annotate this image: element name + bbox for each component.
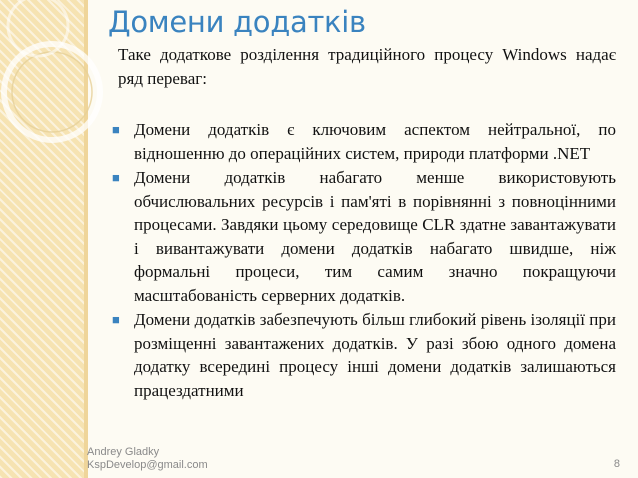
bullet-item (112, 118, 616, 165)
intro-paragraph: Таке додаткове розділення традиційного процесу Windows надає ряд переваг: (118, 45, 616, 88)
footer-author: Andrey Gladky (87, 446, 160, 458)
footer-email: KspDevelop@gmail.com (87, 459, 208, 471)
decorative-circles-icon (0, 0, 110, 170)
bullet-text: Домени додатків є ключовим аспектом нейтральної, по відношенню до операційних систем, природи платформи .NET (134, 120, 616, 163)
bullet-item (112, 166, 616, 307)
bullet-item (112, 308, 616, 402)
bullet-text: Домени додатків набагато менше використовують обчислювальних ресурсів і пам'яті в порівнянні з повноцінними процесами. Завдяки цьому середовище CLR здатне завантажувати і вивантажувати домени додатків набагато швидше, ніж формальні процеси, тим самим значно покращуючи масштабованість серверних додатків. (134, 168, 616, 305)
slide-title: Домени додатків (108, 5, 366, 39)
square-bullet-icon: ■ (112, 122, 120, 137)
footer-author-block (87, 446, 208, 472)
square-bullet-icon: ■ (112, 170, 120, 185)
slide-body (112, 43, 616, 403)
square-bullet-icon: ■ (112, 312, 120, 327)
bullet-list (112, 118, 616, 402)
bullet-text: Домени додатків забезпечують більш глибокий рівень ізоляції при розміщенні завантажених додатків. У разі збою одного домена додатку всередині процесу інші домени додатків залишаються працездатними (134, 310, 616, 400)
page-number: 8 (613, 458, 620, 470)
